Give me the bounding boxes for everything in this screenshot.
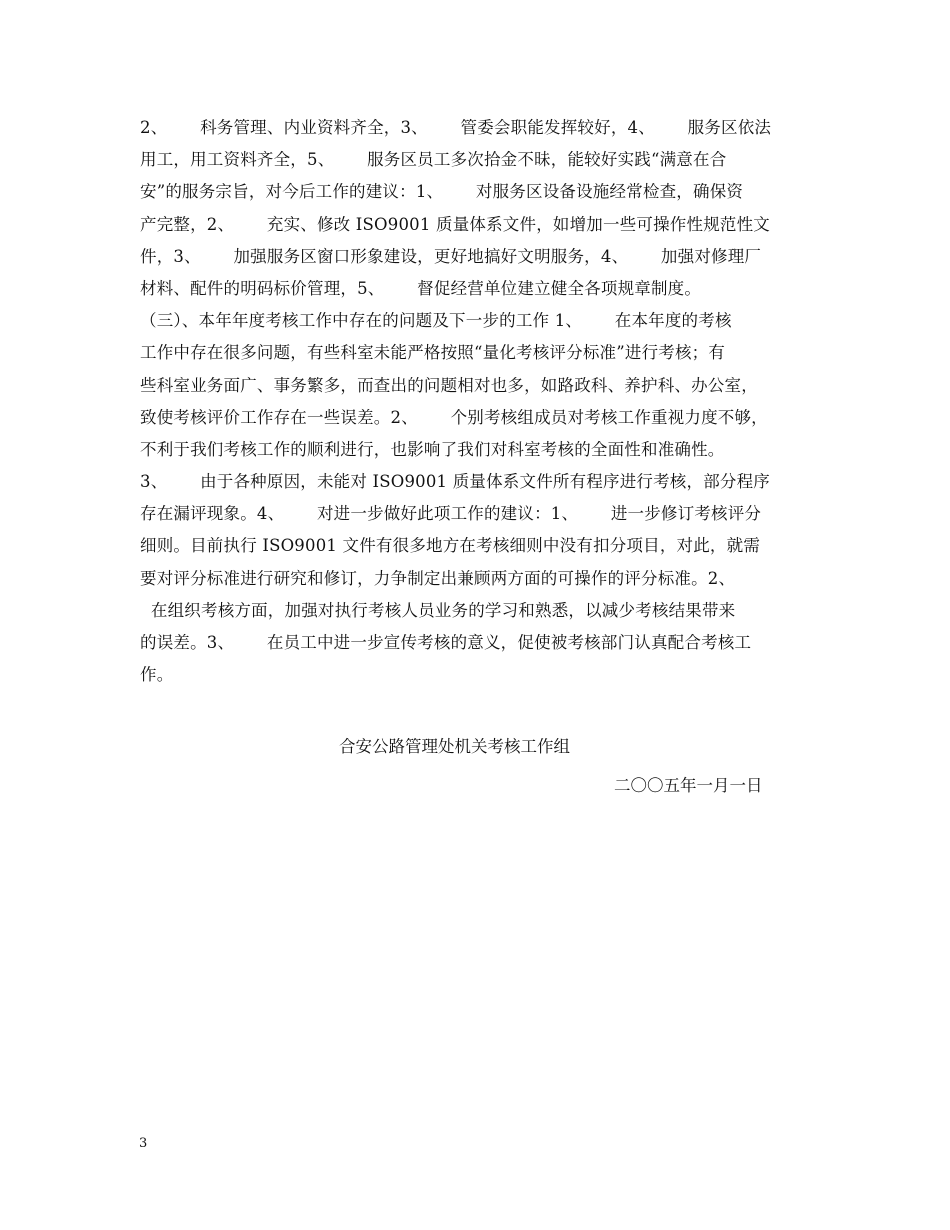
body-line: 细则。目前执行 ISO9001 文件有很多地方在考核细则中没有扣分项目，对此，就需 [140,536,761,556]
body-line: 要对评分标准进行研究和修订，力争制定出兼顾两方面的可操作的评分标准。2、 [140,568,736,588]
signature-line: 合安公路管理处机关考核工作组 [339,737,570,756]
body-line: 用工，用工资料齐全，5、 服务区员工多次拾金不昧，能较好实践“满意在合 [140,150,727,170]
body-line: 致使考核评价工作存在一些误差。2、 个别考核组成员对考核工作重视力度不够， [140,407,768,427]
body-line: 作。 [140,665,174,685]
body-line: 些科室业务面广、事务繁多，而查出的问题相对也多，如路政科、养护科、办公室， [140,375,758,395]
body-line: 的误差。3、 在员工中进一步宣传考核的意义，促使被考核部门认真配合考核工 [140,633,752,652]
date-line: 二〇〇五年一月一日 [614,776,763,795]
body-line: 不利于我们考核工作的顺利进行，也影响了我们对科室考核的全面性和准确性。 [140,439,725,459]
document-body [140,112,820,691]
page-number: 3 [139,1136,148,1151]
body-line: 产完整，2、 充实、修改 ISO9001 质量体系文件，如增加一些可操作性规范性文 [140,214,770,234]
body-line: （三）、本年年度考核工作中存在的问题及下一步的工作 1、 在本年度的考核 [140,311,732,331]
body-line: 在组织考核方面，加强对执行考核人员业务的学习和熟悉，以减少考核结果带来 [140,600,736,620]
body-line: 存在漏评现象。4、 对进一步做好此项工作的建议：1、 进一步修订考核评分 [140,504,762,524]
body-line: 件，3、 加强服务区窗口形象建设，更好地搞好文明服务，4、 加强对修理厂 [140,246,762,266]
body-line: 工作中存在很多问题，有些科室未能严格按照“量化考核评分标准”进行考核；有 [140,343,726,363]
body-line: 材料、配件的明码标价管理，5、 督促经营单位建立健全各项规章制度。 [140,278,702,298]
body-line: 安”的服务宗旨，对今后工作的建议：1、 对服务区设备设施经常检查，确保资 [140,182,744,202]
body-line: 3、 由于各种原因，未能对 ISO9001 质量体系文件所有程序进行考核，部分程序 [140,472,770,492]
body-line: 2、 科务管理、内业资料齐全，3、 管委会职能发挥较好，4、 服务区依法 [140,118,772,137]
